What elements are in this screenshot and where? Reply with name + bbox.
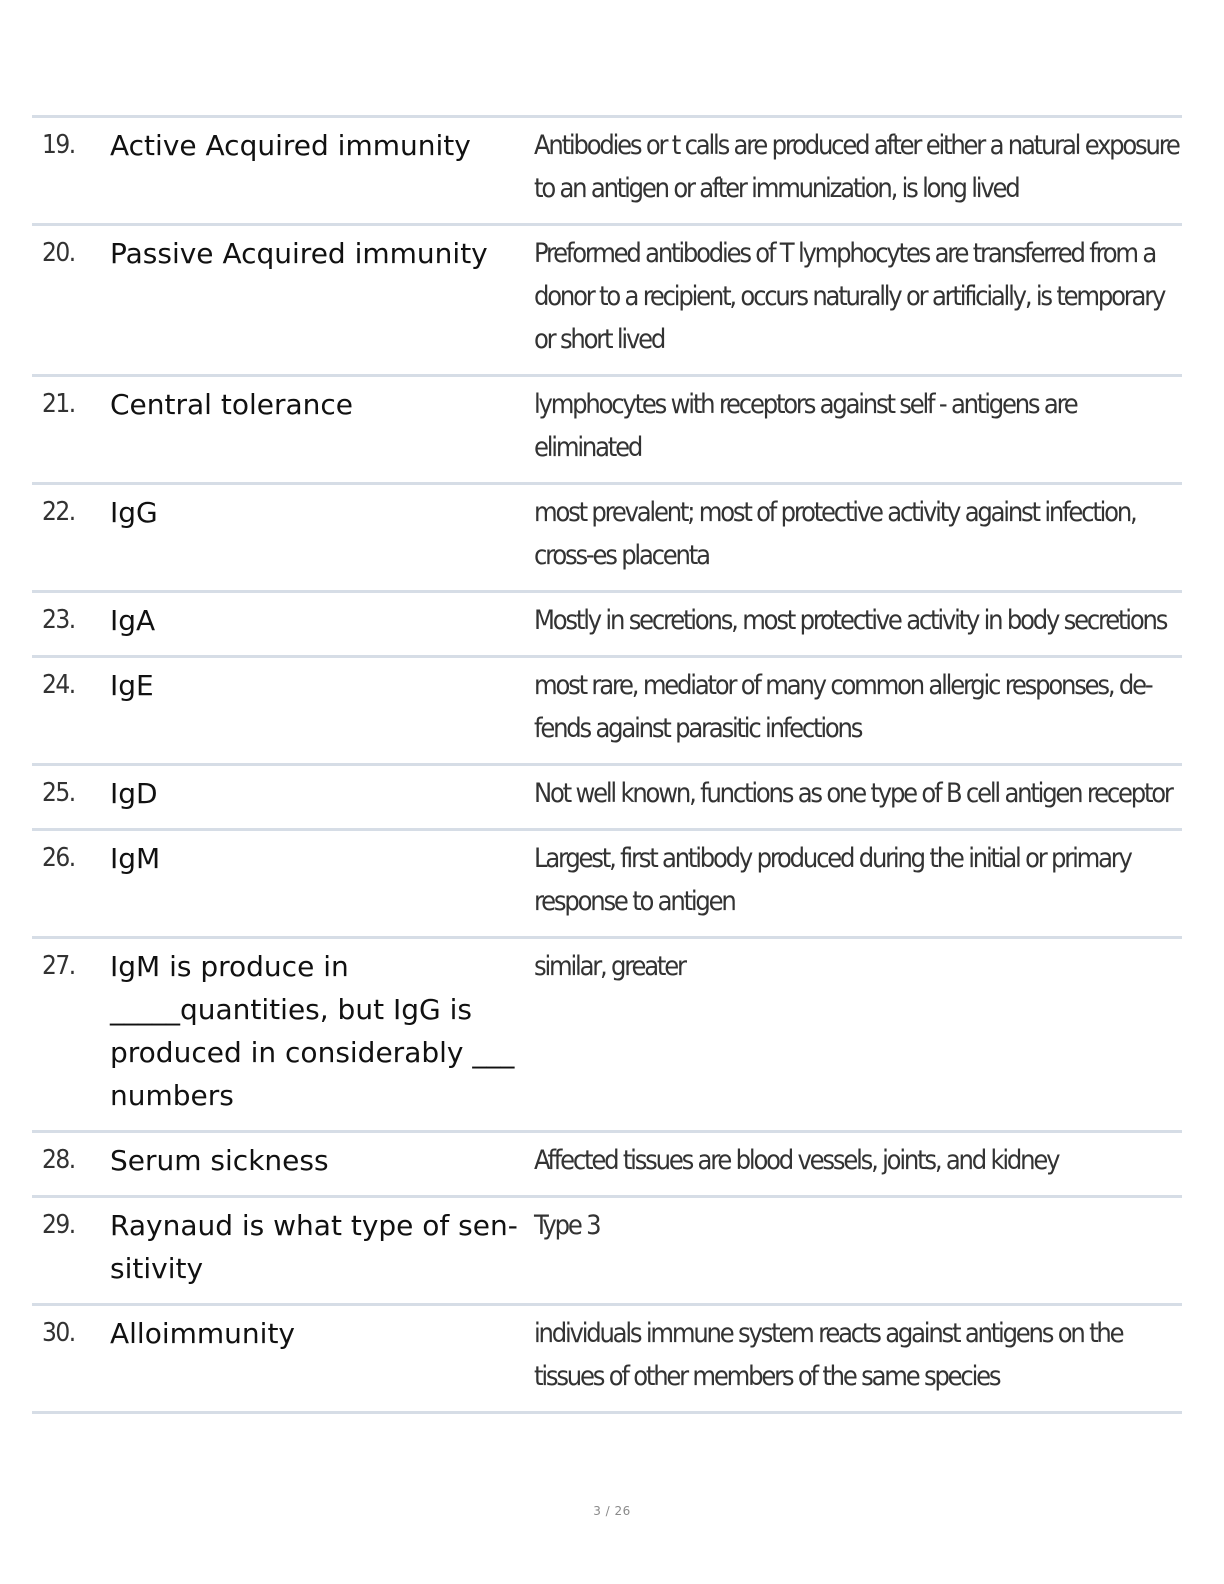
card-term: IgD bbox=[110, 777, 158, 810]
card-number: 23. bbox=[42, 605, 75, 635]
card-definition: lymphocytes with receptors against self - antigens are eliminated bbox=[534, 389, 1077, 463]
card-row bbox=[32, 226, 1182, 377]
card-number: 28. bbox=[42, 1145, 75, 1175]
card-term: Passive Acquired immunity bbox=[110, 237, 488, 270]
card-row bbox=[32, 485, 1182, 593]
card-row bbox=[32, 377, 1182, 485]
page-indicator: 3 / 26 bbox=[593, 1504, 631, 1518]
card-number: 24. bbox=[42, 670, 75, 700]
card-definition: most prevalent; most of protective activity against infection, cross-es placenta bbox=[534, 497, 1136, 571]
card-number: 26. bbox=[42, 843, 75, 873]
card-row bbox=[32, 118, 1182, 226]
card-row bbox=[32, 831, 1182, 939]
card-definition: Mostly in secretions, most protective activity in body secretions bbox=[534, 605, 1167, 636]
card-term: IgM is produce in _____quantities, but IgG is produced in considerably ___ numbers bbox=[110, 950, 515, 1112]
card-term: IgM bbox=[110, 842, 161, 875]
card-definition: similar, greater bbox=[534, 951, 685, 982]
card-row bbox=[32, 939, 1182, 1133]
card-number: 25. bbox=[42, 778, 75, 808]
card-term: IgE bbox=[110, 669, 154, 702]
card-row bbox=[32, 658, 1182, 766]
card-number: 22. bbox=[42, 497, 75, 527]
card-definition: Preformed antibodies of T lymphocytes are transferred from a donor to a recipient, occurs naturally or artificially, is temporary or short lived bbox=[534, 238, 1165, 355]
card-number: 27. bbox=[42, 951, 75, 981]
card-definition: Largest, first antibody produced during the initial or primary response to antigen bbox=[534, 843, 1131, 917]
card-definition: Antibodies or t calls are produced after either a natural exposure to an antigen or after immunization, is long lived bbox=[534, 130, 1179, 204]
card-row bbox=[32, 593, 1182, 658]
card-number: 20. bbox=[42, 238, 75, 268]
card-term: Alloimmunity bbox=[110, 1317, 295, 1350]
card-definition: individuals immune system reacts against antigens on the tissues of other members of the same species bbox=[534, 1318, 1123, 1392]
card-definition: Not well known, functions as one type of B cell antigen receptor bbox=[534, 778, 1172, 809]
card-term: IgG bbox=[110, 496, 158, 529]
card-definition: Type 3 bbox=[534, 1210, 600, 1241]
card-number: 29. bbox=[42, 1210, 75, 1240]
card-term: Active Acquired immunity bbox=[110, 129, 471, 162]
card-definition: Affected tissues are blood vessels, joints, and kidney bbox=[534, 1145, 1059, 1176]
card-term: Serum sickness bbox=[110, 1144, 329, 1177]
card-row bbox=[32, 1306, 1182, 1414]
card-term: Raynaud is what type of sen-sitivity bbox=[110, 1209, 518, 1285]
card-term: IgA bbox=[110, 604, 156, 637]
card-row bbox=[32, 1198, 1182, 1306]
card-number: 30. bbox=[42, 1318, 75, 1348]
card-definition: most rare, mediator of many common allergic responses, de-fends against parasitic infections bbox=[534, 670, 1152, 744]
card-row bbox=[32, 766, 1182, 831]
card-row bbox=[32, 1133, 1182, 1198]
card-number: 19. bbox=[42, 130, 75, 160]
card-term: Central tolerance bbox=[110, 388, 354, 421]
flashcard-table bbox=[32, 115, 1182, 1414]
card-number: 21. bbox=[42, 389, 75, 419]
